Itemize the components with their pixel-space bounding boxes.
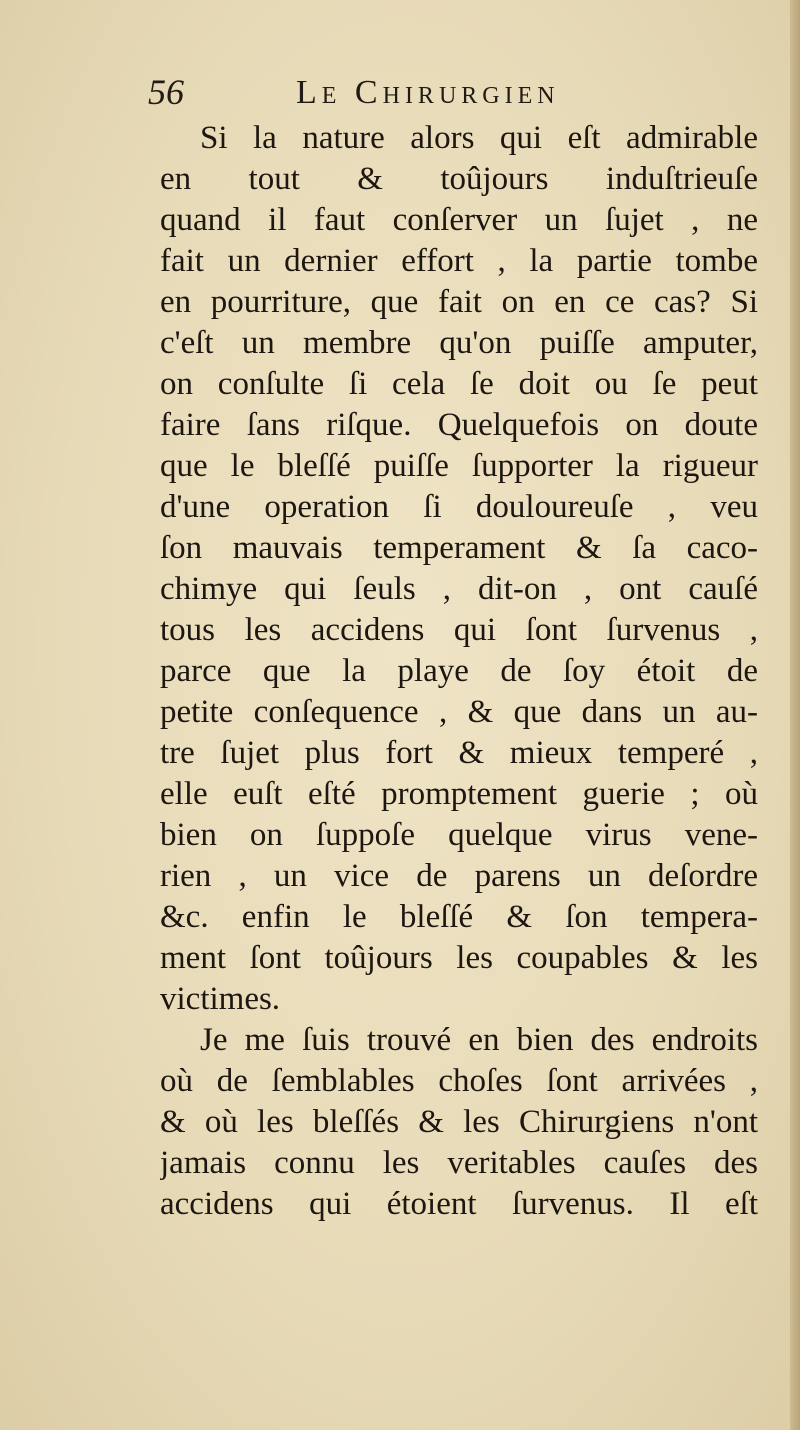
text-line: où de ſemblables choſes ſont arrivées ,: [160, 1063, 758, 1099]
text-line: que le bleſſé puiſſe ſupporter la rigueur: [160, 448, 758, 484]
text-line: & où les bleſſés & les Chirurgiens n'ont: [160, 1104, 758, 1140]
text-line: Je me ſuis trouvé en bien des endroits: [200, 1022, 758, 1058]
text-line: accidens qui étoient ſurvenus. Il eſt: [160, 1186, 758, 1222]
text-line: chimye qui ſeuls , dit-on , ont cauſé: [160, 571, 758, 607]
text-line: tre ſujet plus fort & mieux temperé ,: [160, 735, 758, 771]
text-line: jamais connu les veritables cauſes des: [160, 1145, 758, 1181]
text-line: Si la nature alors qui eſt admirable: [200, 120, 758, 156]
text-line: bien on ſuppoſe quelque virus vene-: [160, 817, 758, 853]
text-line: en pourriture, que fait on en ce cas? Si: [160, 284, 758, 320]
text-line: ſon mauvais temperament & ſa caco-: [160, 530, 758, 566]
text-line: petite conſequence , & que dans un au-: [160, 694, 758, 730]
text-line: ment ſont toûjours les coupables & les: [160, 940, 758, 976]
text-line: c'eſt un membre qu'on puiſſe amputer,: [160, 325, 758, 361]
body-text: [160, 118, 758, 1225]
page-edge: [790, 0, 800, 1430]
text-line: d'une operation ſi douloureuſe , veu: [160, 489, 758, 525]
text-line: on conſulte ſi cela ſe doit ou ſe peut: [160, 366, 758, 402]
text-line: elle euſt eſté promptement guerie ; où: [160, 776, 758, 812]
running-head: Le Chirurgien: [296, 74, 560, 111]
text-line: quand il faut conſerver un ſujet , ne: [160, 202, 758, 238]
text-line: &c. enfin le bleſſé & ſon tempera-: [160, 899, 758, 935]
text-line: rien , un vice de parens un deſordre: [160, 858, 758, 894]
text-line: en tout & toûjours induſtrieuſe: [160, 161, 758, 197]
text-line: victimes.: [160, 981, 281, 1017]
page-header: [148, 72, 688, 112]
page-number: 56: [148, 72, 184, 112]
text-line: tous les accidens qui ſont ſurvenus ,: [160, 612, 758, 648]
text-line: parce que la playe de ſoy étoit de: [160, 653, 758, 689]
text-line: fait un dernier effort , la partie tombe: [160, 243, 758, 279]
text-line: faire ſans riſque. Quelquefois on doute: [160, 407, 758, 443]
